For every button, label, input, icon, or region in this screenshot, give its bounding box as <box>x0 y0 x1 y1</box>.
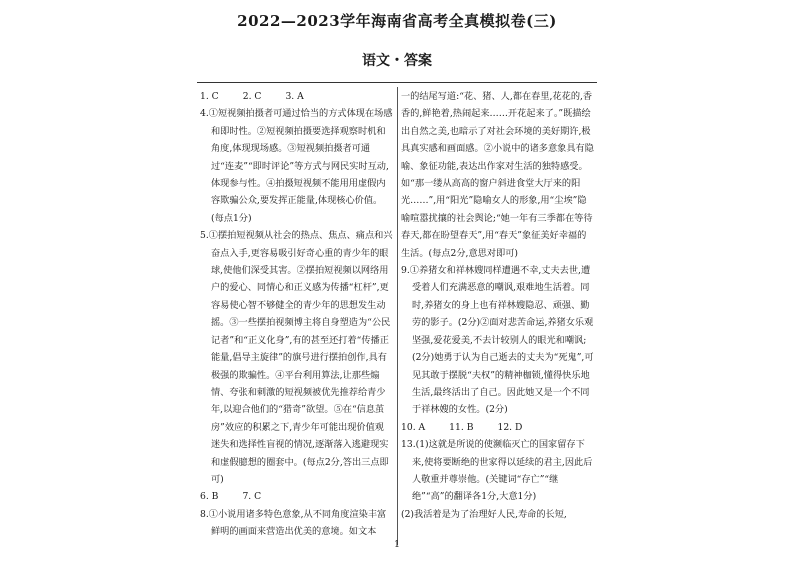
answer-row-1-3 <box>200 88 393 105</box>
answer-5: 5.①摆拍短视频从社会的热点、焦点、痛点和兴奋点入手,更容易吸引好奇心重的青少年的眼球,使他们深受其害。②摆拍短视频以网络用户的爱心、同情心和正义感为传播“杠杆”,更容易使心智不够健全的青少年的思想发生动摇。③一些摆拍视频博主将自身塑造为“公民记者”和“正义化身”,有的甚至还打着“传播正能量,倡导主旋律”的旗号进行摆拍创作,具有极强的欺骗性。④平台利用算法,让那些煽情、夸张和刺激的短视频被优先推荐给青少年,以迎合他们的“猎奇”欲望。⑤在“信息茧房”效应的积累之下,青少年可能出现价值观迷失和选择性盲视的情况,逐渐落入逃避现实和虚假臆想的圈套中。(每点2分,答出三点即可) <box>200 230 393 485</box>
page-number: 1 <box>394 540 400 550</box>
answer-7: 7. C <box>242 491 262 503</box>
answer-row-6-7 <box>200 488 393 505</box>
answer-6: 6. B <box>200 491 219 503</box>
answer-10: 10. A <box>401 421 426 433</box>
answer-8: 8.①小说用诸多特色意象,从不同角度渲染丰富鲜明的画面来营造出优美的意境。如文本 <box>200 508 387 538</box>
answer-1: 1. C <box>200 91 219 102</box>
answer-4: 4.①短视频拍摄者可通过恰当的方式体现在场感和即时性。②短视频拍摄要选择观察时机和角度,体现现场感。③短视频拍摄者可通过“连麦”“即时评论”等方式与网民实时互动,体现参与性。④拍摄短视频不能用用虚假内容欺骗公众,要发挥正能量,体现核心价值。(每点1分) <box>200 108 393 224</box>
answer-9: 9.①养猪女和祥林嫂同样遭遇不幸,丈夫去世,遭受着人们充满恶意的嘲讽,艰难地生活着。同时,养猪女的身上也有祥林嫂隐忍、顽强、勤劳的影子。(2分)②面对悲苦命运,养猪女乐观坚强,爱花爱美,不去计较别人的眼光和嘲讽;(2分)她勇于认为自己逝去的丈夫为“死鬼”,可见其敢于摆脱“夫权”的精神枷锁,懂得快乐地生活,最终活出了自己。因此她又是一个不同于祥林嫂的女性。(2分) <box>401 265 594 416</box>
answer-11: 11. B <box>449 421 474 433</box>
answer-8-continued: 一的结尾写道:“花、猪、人,都在春里,花花的,香香的,鲜艳着,热闹起来……开花起来了。”既描绘出自然之美,也暗示了对社会环境的美好期许,极具真实感和画面感。②小说中的诸多意象具有隐喻、象征功能,表达出作家对生活的独特感受。如“那一缕从高高的窗户斜进食堂大厅来的阳光……”,用“阳光”隐喻女人的形象,用“尘埃”隐喻喧嚣扰攘的社会舆论;“她一年有三季都在等待春天,都在盼望春天”,用“春天”象征美好幸福的生活。(每点2分,意思对即可) <box>401 91 594 259</box>
left-column <box>200 88 393 541</box>
header-rule <box>197 82 597 83</box>
answer-row-10-12 <box>401 419 594 436</box>
column-divider <box>397 87 398 545</box>
answer-13-part-2: (2)我活着是为了治理好人民,寿命的长短, <box>401 508 567 520</box>
answer-13-part-1: 13.(1)这就是所说的使濒临灭亡的国家留存下来,使将要断绝的世家得以延续的君主,因此后人敬重并尊崇他。(关键词“存亡”“继绝”“高”的翻译各1分,大意1分) <box>401 439 593 503</box>
document-title: 2022—2023学年海南省高考全真模拟卷(三) <box>237 12 557 30</box>
document-subtitle: 语文・答案 <box>362 53 432 69</box>
right-column <box>401 88 594 523</box>
answer-3: 3. A <box>285 91 304 102</box>
answer-2: 2. C <box>242 91 262 102</box>
answer-12: 12. D <box>497 421 523 433</box>
